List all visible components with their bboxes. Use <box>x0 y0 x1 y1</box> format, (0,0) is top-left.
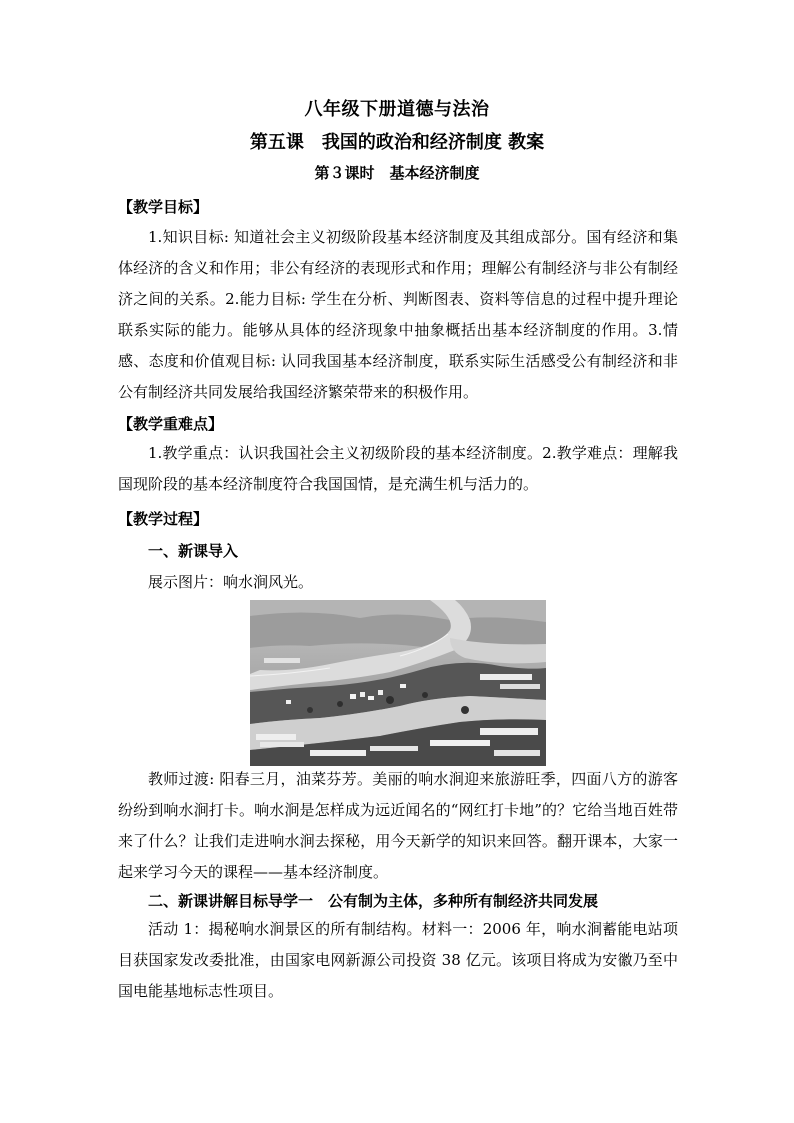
step1-title: 一、新课导入 <box>148 542 239 560</box>
objectives-text: 1.知识目标: 知道社会主义初级阶段基本经济制度及其组成部分。国有经济和集体经济的含义和作用；非公有经济的表现形式和作用；理解公有制经济与非公有制经济之间的关系。2.能力目标: 学生在分析、判断图表、资料等信息的过程中提升理论联系实际的能力。能够从具体的经济现象中抽象概括出基本经济制度的作用。3.情感、态度和价值观目标: 认同我国基本经济制度，联系实际生活感受公有制经济和非公有制经济共同发展给我国经济繁荣带来的积极作用。 <box>118 228 678 401</box>
scenery-photo-image <box>250 600 546 766</box>
session-title: 第３课时 基本经济制度 <box>314 164 480 182</box>
lesson-title: 第五课 我国的政治和经济制度 教案 <box>249 132 545 153</box>
activity1-text: 活动 1：揭秘响水涧景区的所有制结构。材料一：2006 年，响水涧蓄能电站项目获国家发改委批准，由国家电网新源公司投资 38 亿元。该项目将成为安徽乃至中国电能基地标志性项目。 <box>118 920 678 1000</box>
teacher-transition-text: 教师过渡: 阳春三月，油菜芬芳。美丽的响水涧迎来旅游旺季，四面八方的游客纷纷到响水涧打卡。响水涧是怎样成为远近闻名的“网红打卡地”的？它给当地百姓带来了什么？让我们走进响水涧去探秘，用今天新学的知识来回答。翻开课本，大家一起来学习今天的课程——基本经济制度。 <box>118 770 678 881</box>
objectives-heading: 【教学目标】 <box>118 198 209 216</box>
process-heading: 【教学过程】 <box>118 510 209 528</box>
key-points-text: 1.教学重点：认识我国社会主义初级阶段的基本经济制度。2.教学难点：理解我国现阶段的基本经济制度符合我国国情，是充满生机与活力的。 <box>118 444 678 493</box>
key-points-heading: 【教学重难点】 <box>118 415 224 433</box>
step2-title: 二、新课讲解目标导学一 公有制为主体，多种所有制经济共同发展 <box>148 892 599 910</box>
scenery-photo <box>250 600 546 766</box>
document-title: 八年级下册道德与法治 <box>304 99 490 120</box>
show-image-text: 展示图片：响水涧风光。 <box>148 573 314 591</box>
